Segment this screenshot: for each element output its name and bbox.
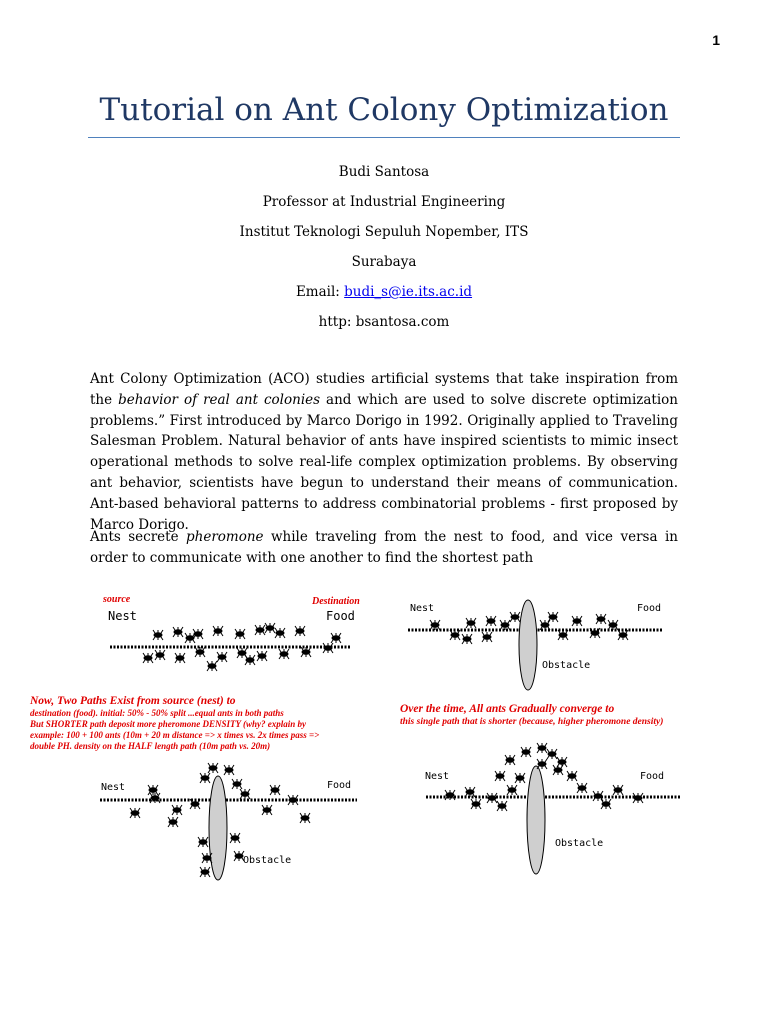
nest-label: Nest bbox=[410, 603, 435, 614]
caption-line: double PH. density on the HALF length path (10m path vs. 20m) bbox=[30, 741, 271, 751]
ant-icon bbox=[234, 851, 244, 861]
ant-icon bbox=[430, 620, 440, 630]
ant-icon bbox=[510, 612, 520, 622]
ant-icon bbox=[300, 813, 310, 823]
author-city: Surabaya bbox=[351, 254, 417, 270]
destination-label: Destination bbox=[312, 596, 360, 607]
ant-icon bbox=[507, 785, 517, 795]
caption-two-paths bbox=[30, 695, 390, 752]
ant-icon bbox=[482, 632, 492, 642]
ant-icon bbox=[521, 747, 531, 757]
ant-icon bbox=[190, 799, 200, 809]
ant-icon bbox=[200, 773, 210, 783]
intro-text-1: Ant Colony Optimization (ACO) studies artificial systems that take inspiration from the bbox=[90, 371, 678, 408]
ant-icon bbox=[257, 651, 267, 661]
food-label: Food bbox=[326, 609, 355, 623]
food-label: Food bbox=[640, 771, 665, 782]
nest-label: Nest bbox=[101, 782, 126, 793]
ant-icon bbox=[331, 633, 341, 643]
ant-icon bbox=[265, 623, 275, 633]
author-name: Budi Santosa bbox=[338, 164, 430, 180]
ant-icon bbox=[505, 755, 515, 765]
food-label: Food bbox=[327, 780, 352, 791]
ant-icon bbox=[275, 628, 285, 638]
pheromone-paragraph bbox=[90, 527, 678, 569]
ant-icon bbox=[495, 771, 505, 781]
ant-icon bbox=[537, 743, 547, 753]
ant-icon bbox=[148, 785, 158, 795]
caption-line: this single path that is shorter (because, higher pheromone density) bbox=[400, 717, 664, 727]
ant-icon bbox=[240, 789, 250, 799]
ant-icon bbox=[208, 763, 218, 773]
ant-icon bbox=[445, 790, 455, 800]
pheromone-text-1: Ants secrete bbox=[90, 529, 187, 545]
ant-icon bbox=[471, 799, 481, 809]
nest-label: Nest bbox=[425, 771, 450, 782]
author-position: Professor at Industrial Engineering bbox=[262, 194, 506, 210]
obstacle bbox=[519, 600, 537, 690]
ant-icon bbox=[185, 633, 195, 643]
ant-icon bbox=[172, 805, 182, 815]
obstacle bbox=[527, 766, 545, 874]
ant-icon bbox=[202, 853, 212, 863]
ant-icon bbox=[200, 867, 210, 877]
ant-icon bbox=[213, 626, 223, 636]
obstacle-label: Obstacle bbox=[542, 660, 591, 671]
ant-icon bbox=[577, 783, 587, 793]
ant-icon bbox=[175, 653, 185, 663]
ant-icon bbox=[150, 793, 160, 803]
page-number: 1 bbox=[712, 32, 720, 48]
ant-icon bbox=[279, 649, 289, 659]
caption-converge bbox=[400, 703, 760, 729]
ant-icon bbox=[633, 793, 643, 803]
author-web: http: bsantosa.com bbox=[318, 314, 450, 330]
email-link[interactable]: budi_s@ie.its.ac.id bbox=[344, 284, 473, 300]
obstacle-label: Obstacle bbox=[555, 838, 604, 849]
ant-icon bbox=[608, 620, 618, 630]
author-block bbox=[0, 157, 768, 337]
pheromone-italic: pheromone bbox=[186, 529, 264, 545]
ant-icon bbox=[618, 630, 628, 640]
ant-icon bbox=[130, 808, 140, 818]
title-divider bbox=[88, 137, 680, 138]
caption-line: But SHORTER path deposit more pheromone DENSITY (why? explain by bbox=[30, 719, 306, 729]
email-label: Email: bbox=[295, 284, 345, 300]
ant-icon bbox=[537, 759, 547, 769]
diagram-straight-path bbox=[100, 590, 360, 678]
nest-label: Nest bbox=[108, 609, 137, 623]
ant-icon bbox=[270, 785, 280, 795]
ant-icon bbox=[217, 652, 227, 662]
ant-icon bbox=[465, 787, 475, 797]
ant-icon bbox=[613, 785, 623, 795]
ant-icon bbox=[515, 773, 525, 783]
ant-icon bbox=[553, 765, 563, 775]
caption-heading: Now, Two Paths Exist from source (nest) to bbox=[30, 695, 236, 707]
food-label: Food bbox=[637, 603, 662, 614]
ant-icon bbox=[143, 653, 153, 663]
ant-icon bbox=[487, 793, 497, 803]
ant-icon bbox=[601, 799, 611, 809]
intro-text-2: and which are used to solve discrete optimization problems.” First introduced by Marco Dorigo in 1992. Originally applied to Traveling Salesman Problem. Natural behavior of ants have inspired scientists to mimic insect operational methods to solve real-life complex optimization problems. By observing ant behavior, scientists have begun to understand their means of communication. Ant-based behavioral patterns to address combinatorial problems - first proposed by Marco Dorigo. bbox=[90, 391, 679, 533]
source-label: source bbox=[103, 594, 131, 605]
ant-icon bbox=[301, 647, 311, 657]
ant-icon bbox=[235, 629, 245, 639]
ant-icon bbox=[168, 817, 178, 827]
ant-icon bbox=[548, 612, 558, 622]
ant-icon bbox=[497, 801, 507, 811]
ant-icon bbox=[153, 630, 163, 640]
ant-icon bbox=[596, 614, 606, 624]
caption-line: destination (food). initial: 50% - 50% split ...equal ants in both paths bbox=[30, 708, 284, 718]
author-email-line bbox=[0, 277, 768, 307]
ant-icon bbox=[462, 634, 472, 644]
author-institution: Institut Teknologi Sepuluh Nopember, ITS bbox=[239, 224, 529, 240]
page-title: Tutorial on Ant Colony Optimization bbox=[99, 92, 669, 128]
intro-italic: behavior of real ant colonies bbox=[118, 391, 321, 408]
ant-icon bbox=[567, 771, 577, 781]
ant-icon bbox=[450, 630, 460, 640]
ant-icon bbox=[466, 618, 476, 628]
ant-icon bbox=[230, 833, 240, 843]
ant-icon bbox=[224, 765, 234, 775]
ant-icon bbox=[255, 625, 265, 635]
ant-icon bbox=[195, 647, 205, 657]
obstacle-label: Obstacle bbox=[243, 855, 292, 866]
ant-icon bbox=[245, 655, 255, 665]
pheromone-text-2: while traveling from the nest to food, and vice versa in order to communicate with one another to find the shortest path bbox=[90, 529, 678, 566]
ant-icon bbox=[547, 749, 557, 759]
ant-icon bbox=[590, 628, 600, 638]
ant-icon bbox=[262, 805, 272, 815]
caption-heading: Over the time, All ants Gradually converge to bbox=[400, 703, 615, 715]
ant-icon bbox=[288, 795, 298, 805]
ant-icon bbox=[232, 779, 242, 789]
ant-icon bbox=[173, 627, 183, 637]
ant-icon bbox=[500, 620, 510, 630]
diagram-two-paths bbox=[95, 760, 365, 885]
ant-icon bbox=[295, 626, 305, 636]
ant-icon bbox=[198, 837, 208, 847]
ant-icon bbox=[323, 643, 333, 653]
diagram-obstacle-appears bbox=[405, 595, 670, 695]
ant-icon bbox=[572, 616, 582, 626]
diagram-converged-path bbox=[420, 740, 685, 880]
obstacle bbox=[209, 776, 227, 880]
ant-icon bbox=[558, 630, 568, 640]
ant-icon bbox=[486, 616, 496, 626]
caption-line: example: 100 + 100 ants (10m + 20 m distance => x times vs. 2x times pass => bbox=[30, 730, 320, 740]
intro-paragraph bbox=[90, 369, 678, 535]
ant-icon bbox=[207, 661, 217, 671]
ant-icon bbox=[155, 650, 165, 660]
